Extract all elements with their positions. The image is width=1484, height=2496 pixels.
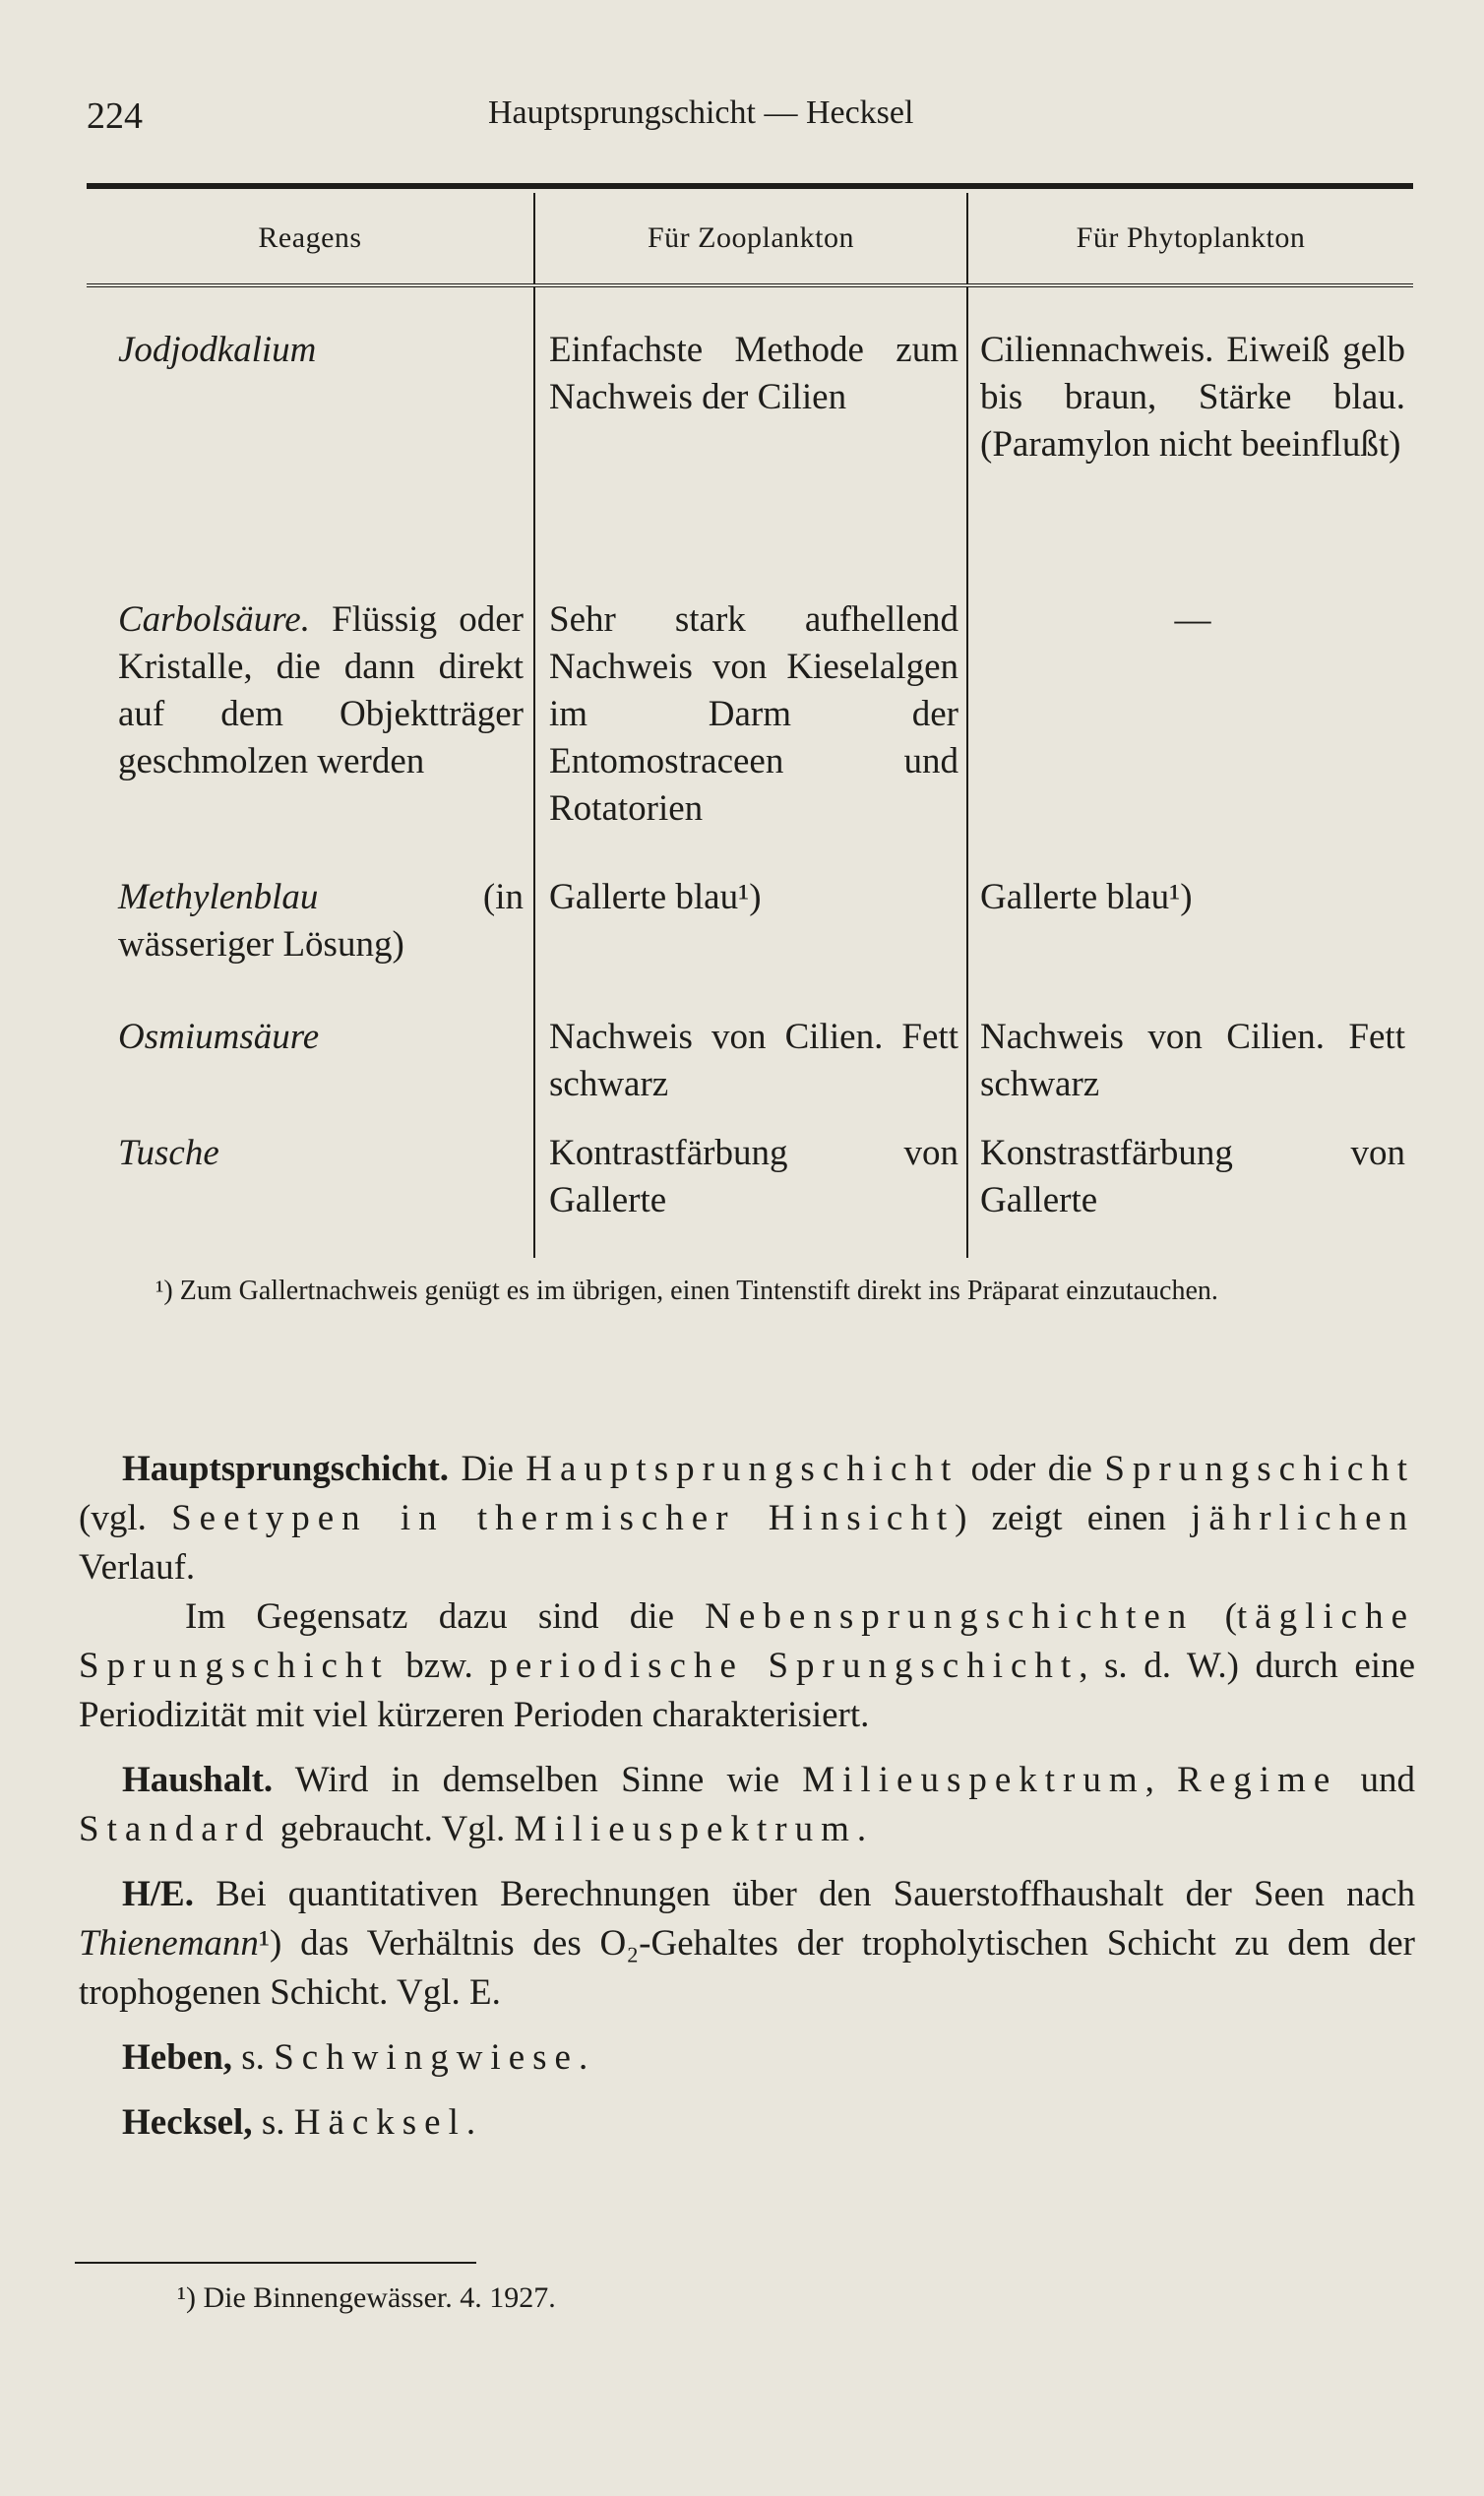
entry-text: Im Gegensatz dazu sind die	[185, 1596, 674, 1637]
header-phytoplankton: Für Phytoplankton	[967, 193, 1413, 285]
phytoplankton-cell: Ciliennachweis. Eiweiß gelb bis braun, Stärke blau. (Paramylon nicht beeinflußt)	[967, 285, 1413, 596]
phytoplankton-cell: Nachweis von Cilien. Fett schwarz	[967, 1014, 1413, 1130]
spaced-term: Sprungschicht	[1104, 1449, 1416, 1489]
entry-text: Wird in demselben Sinne wie	[294, 1760, 780, 1800]
spaced-term: jährlichen	[1191, 1498, 1416, 1538]
entry-text: .	[856, 1809, 867, 1849]
reagens-name: Tusche	[118, 1133, 219, 1173]
entry-text: bzw.	[405, 1646, 473, 1686]
table-header-row	[87, 193, 1413, 285]
header-zooplankton: Für Zooplankton	[534, 193, 967, 285]
entry-text: Verlauf.	[79, 1547, 196, 1588]
reagens-cell	[87, 1014, 534, 1130]
spaced-term: Milieuspektrum	[802, 1760, 1145, 1800]
entry-text: ,	[1144, 1760, 1154, 1800]
entry-text: s.	[261, 2102, 285, 2143]
entry-text: oder die	[970, 1449, 1092, 1489]
reagens-description: (in wässeriger Lösung)	[118, 877, 524, 965]
table-row	[87, 1014, 1413, 1130]
entry-haushalt	[79, 1756, 1415, 1854]
entry-h-e	[79, 1870, 1415, 2018]
reagens-description: Flüssig oder Kristalle, die dann direkt auf dem Objektträger geschmolzen werden	[118, 599, 524, 781]
zooplankton-cell: Sehr stark aufhellend Nachweis von Kieselalgen im Darm der Entomostraceen und Rotatorien	[534, 596, 967, 874]
running-title: Hauptsprungschicht — Hecksel	[488, 94, 914, 131]
entry-heben	[79, 2033, 1415, 2083]
entry-text: Die	[461, 1449, 514, 1489]
paragraph-nebensprungschichten	[79, 1592, 1415, 1740]
spaced-term: Seetypen in thermischer Hinsicht	[171, 1498, 956, 1538]
table-top-rule	[87, 183, 1413, 189]
entry-text: (	[1224, 1596, 1237, 1637]
phytoplankton-cell: Gallerte blau¹)	[967, 874, 1413, 1014]
entry-text: .	[465, 2102, 476, 2143]
reagens-name: Carbolsäure.	[118, 599, 310, 640]
entry-hauptsprungschicht	[79, 1445, 1415, 1592]
phytoplankton-cell: Konstrastfärbung von Gallerte	[967, 1130, 1413, 1258]
reagens-cell	[87, 285, 534, 596]
footnote-rule	[75, 2262, 476, 2264]
entry-headword: Hauptsprungschicht.	[122, 1449, 450, 1489]
author-name: Thienemann	[79, 1923, 259, 1964]
table-footnote: ¹) Zum Gallertnachweis genügt es im übrigen, einen Tintenstift direkt ins Präparat einzutauchen.	[155, 1276, 1218, 1306]
page-number: 224	[87, 95, 143, 137]
table-row	[87, 596, 1413, 874]
reagent-table	[87, 183, 1413, 1309]
table-row	[87, 285, 1413, 596]
spaced-term: Schwingwiese	[274, 2037, 579, 2078]
reagens-cell	[87, 596, 534, 874]
page-footnote: ¹) Die Binnengewässer. 4. 1927.	[177, 2281, 556, 2314]
spaced-term: Milieuspektrum	[514, 1809, 857, 1849]
reagens-name: Osmiumsäure	[118, 1017, 320, 1057]
entry-text: , s. d. W.) durch eine Periodizität mit viel kürzeren Perioden charakterisiert.	[79, 1646, 1416, 1735]
entry-headword: Heben,	[122, 2037, 233, 2078]
spaced-term: Hauptsprungschicht	[526, 1449, 959, 1489]
spaced-term: periodische Sprungschicht	[489, 1646, 1080, 1686]
phytoplankton-cell	[967, 596, 1413, 874]
zooplankton-cell: Einfachste Methode zum Nachweis der Cilien	[534, 285, 967, 596]
spaced-term: Regime	[1177, 1760, 1338, 1800]
entry-text: .	[578, 2037, 588, 2078]
entry-text: und	[1360, 1760, 1415, 1800]
entry-hecksel	[79, 2098, 1415, 2148]
entry-text: ) zeigt einen	[955, 1498, 1166, 1538]
reagens-name: Methylenblau	[118, 877, 319, 917]
reagens-name: Jodjodkalium	[118, 330, 317, 370]
running-head	[87, 94, 1405, 144]
spaced-term: Nebensprungschichten	[705, 1596, 1195, 1637]
spaced-term: tägliche Sprungschicht	[79, 1596, 1416, 1686]
entry-headword: H/E.	[122, 1874, 194, 1914]
spaced-term: Standard	[79, 1809, 272, 1849]
entry-text: Bei quantitativen Berechnungen über den Sauerstoffhaushalt der Seen nach	[216, 1874, 1415, 1914]
zooplankton-cell: Gallerte blau¹)	[534, 874, 967, 1014]
entry-headword: Hecksel,	[122, 2102, 253, 2143]
entry-text: ¹) das Verhältnis des O₂-Gehaltes der tropholytischen Schicht zu dem der trophogenen Schicht. Vgl. E.	[79, 1923, 1415, 2013]
entry-text: gebraucht. Vgl.	[279, 1809, 506, 1849]
empty-dash: —	[1174, 599, 1211, 640]
entry-text: (vgl.	[79, 1498, 147, 1538]
entry-headword: Haushalt.	[122, 1760, 274, 1800]
zooplankton-cell: Nachweis von Cilien. Fett schwarz	[534, 1014, 967, 1130]
entry-text: s.	[241, 2037, 265, 2078]
table-row	[87, 1130, 1413, 1258]
header-reagens: Reagens	[258, 221, 362, 254]
reagens-cell	[87, 874, 534, 1014]
spaced-term: Häcksel	[293, 2102, 466, 2143]
zooplankton-cell: Kontrastfärbung von Gallerte	[534, 1130, 967, 1258]
table-row	[87, 874, 1413, 1014]
reagens-cell	[87, 1130, 534, 1258]
body-text	[79, 1429, 1415, 2148]
